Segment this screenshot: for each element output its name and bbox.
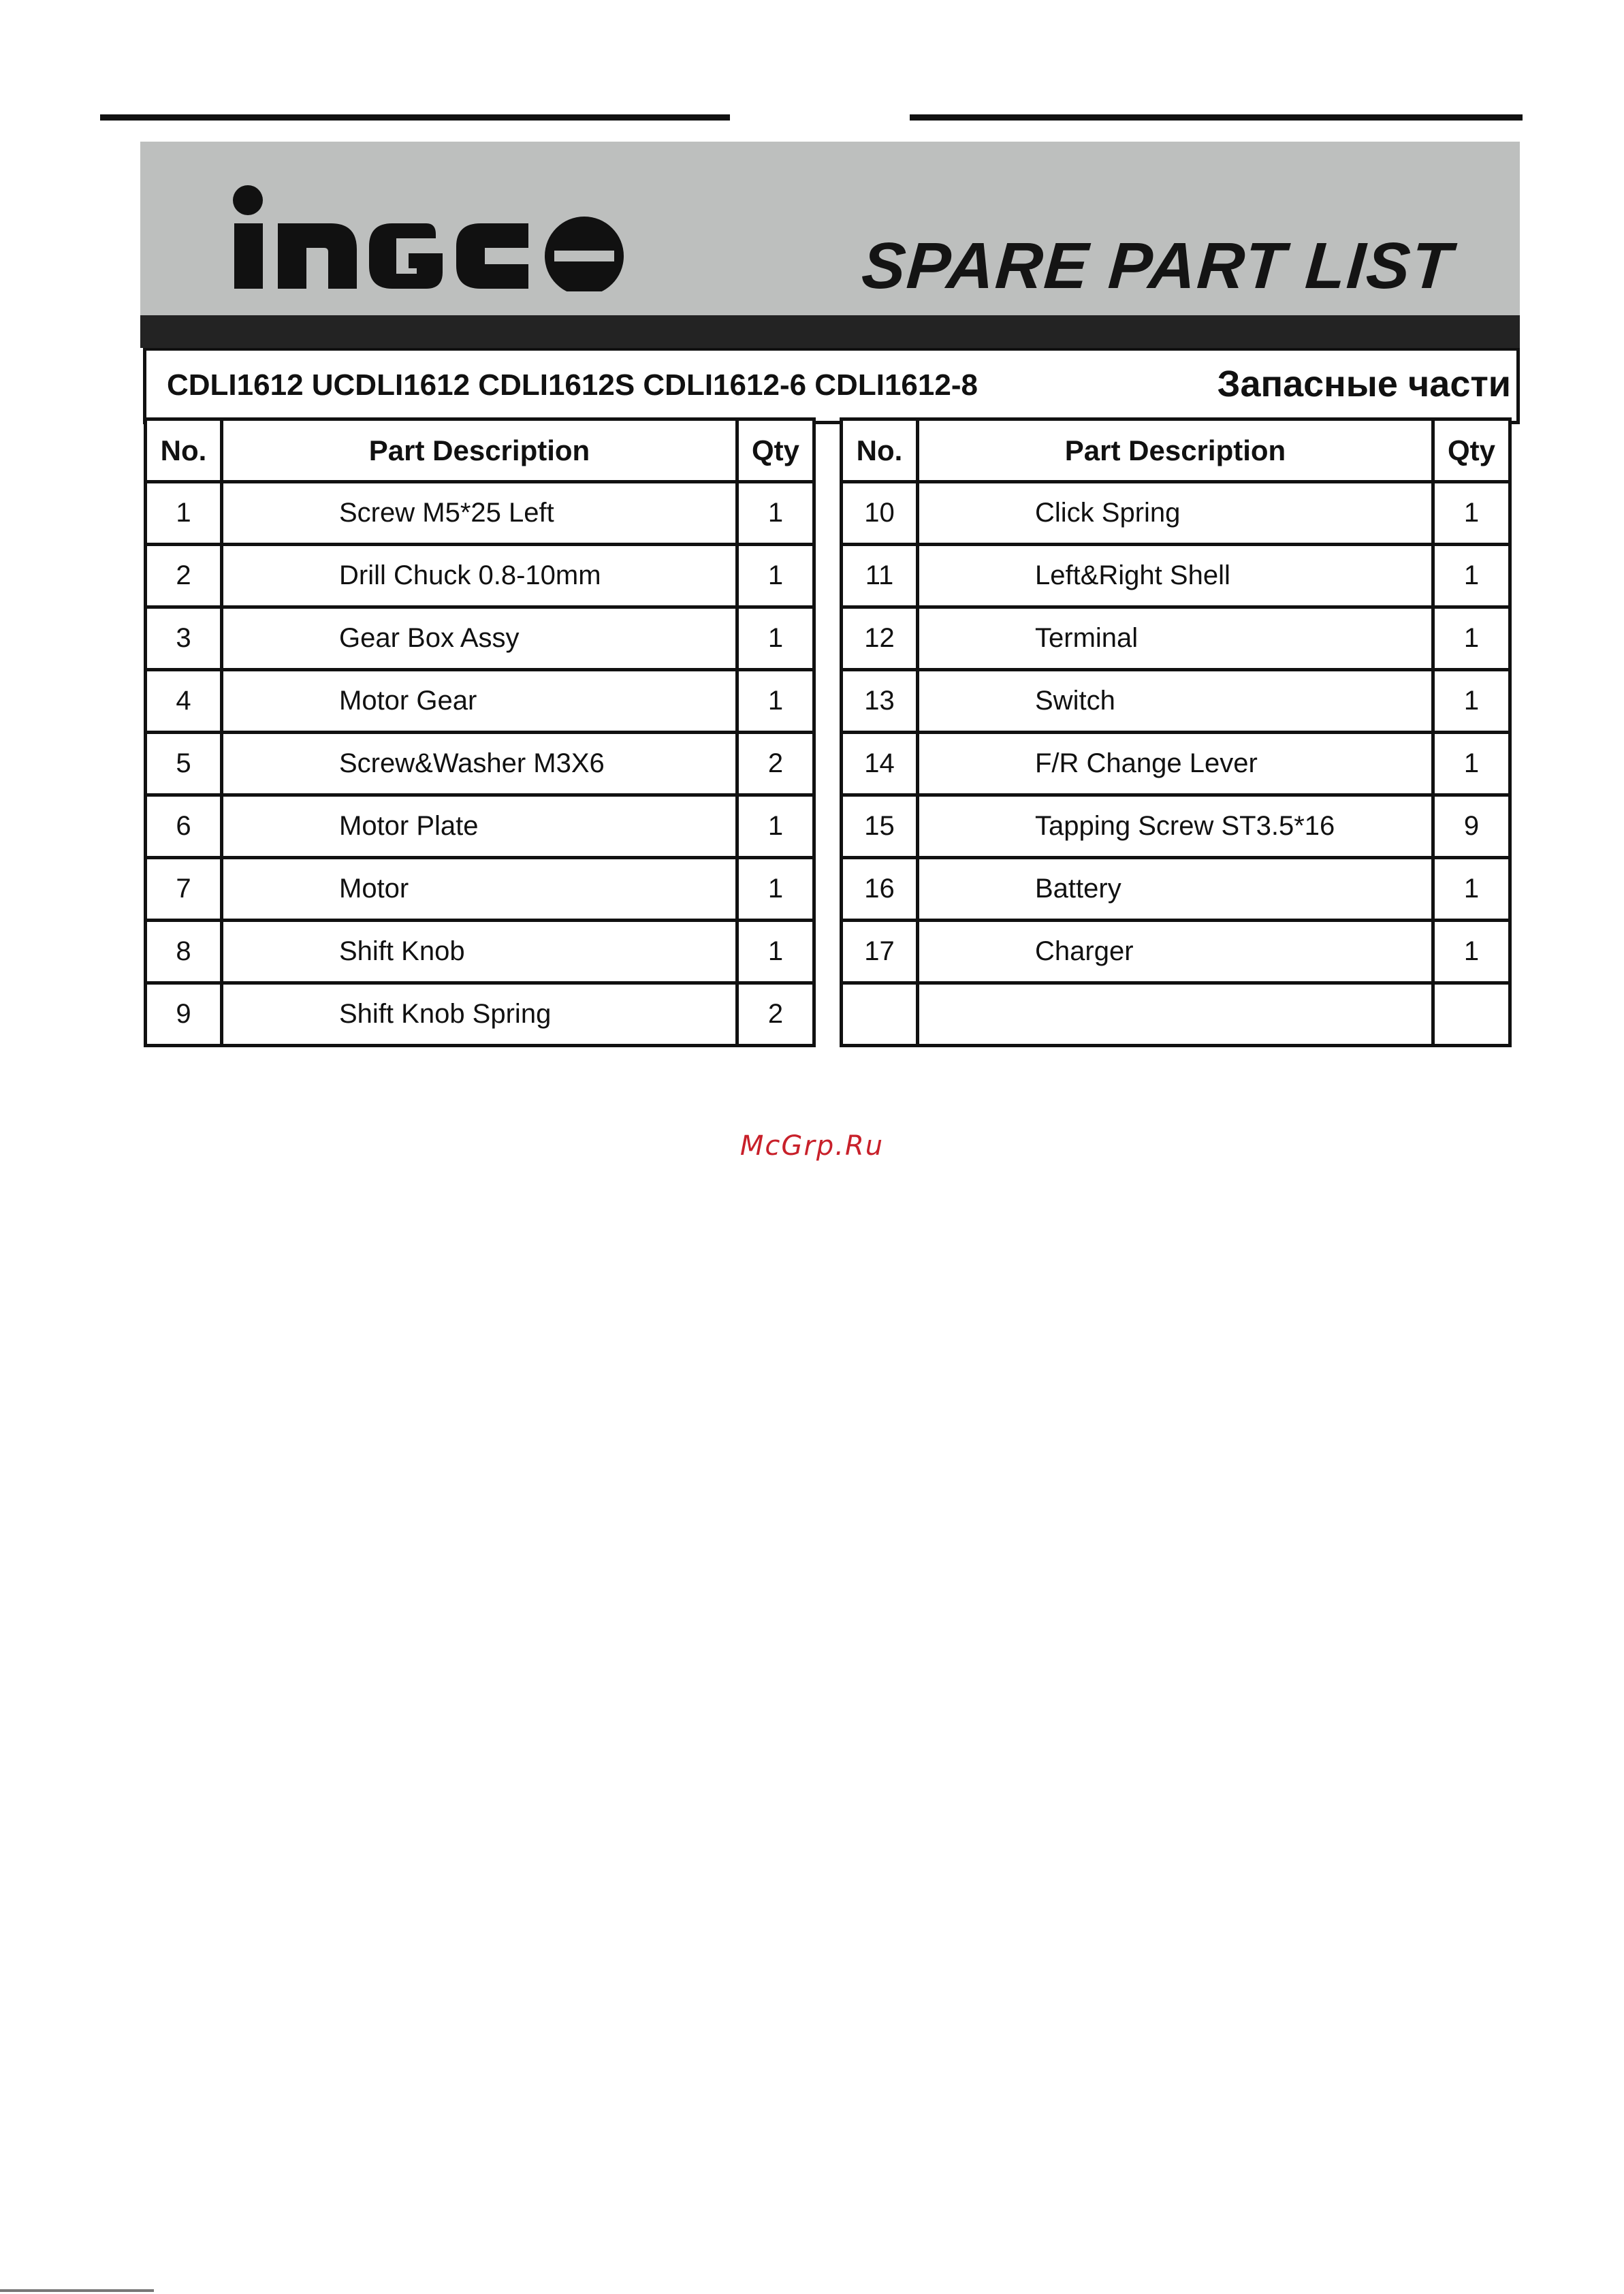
part-no: 15 [842, 795, 918, 858]
part-qty: 1 [1433, 545, 1510, 607]
table-row [842, 795, 1510, 858]
part-qty: 1 [737, 795, 814, 858]
table-row [146, 983, 814, 1046]
part-qty: 1 [737, 545, 814, 607]
table-row [842, 670, 1510, 733]
part-no: 13 [842, 670, 918, 733]
footer-rule [0, 2289, 154, 2292]
part-no: 7 [146, 858, 222, 921]
table-row [842, 482, 1510, 545]
part-no: 6 [146, 795, 222, 858]
part-qty: 1 [737, 670, 814, 733]
part-desc: Drill Chuck 0.8-10mm [339, 560, 601, 590]
part-qty: 1 [737, 858, 814, 921]
part-desc: Motor Gear [339, 686, 477, 716]
table-row [842, 858, 1510, 921]
part-no: 1 [146, 482, 222, 545]
part-desc: Left&Right Shell [1035, 560, 1230, 590]
part-desc: Terminal [1035, 623, 1139, 653]
part-qty: 1 [737, 482, 814, 545]
table-header-row [842, 419, 1510, 482]
part-desc: Shift Knob Spring [339, 999, 552, 1029]
part-no: 5 [146, 733, 222, 795]
part-desc: Screw&Washer M3X6 [339, 748, 605, 778]
table-row [146, 545, 814, 607]
ingco-logo [229, 184, 637, 291]
part-desc: Click Spring [1035, 498, 1181, 528]
table-header-row [146, 419, 814, 482]
table-row [842, 921, 1510, 983]
part-no: 3 [146, 607, 222, 670]
brand-text: INGCO [433, 211, 436, 212]
part-no: 4 [146, 670, 222, 733]
col-header-qty: Qty [737, 419, 814, 482]
part-qty: 2 [737, 983, 814, 1046]
part-qty: 1 [737, 921, 814, 983]
table-row [842, 545, 1510, 607]
table-row [146, 733, 814, 795]
models-bar [143, 348, 1520, 424]
part-desc: Gear Box Assy [339, 623, 520, 653]
header-banner [140, 142, 1520, 348]
part-no: 17 [842, 921, 918, 983]
part-no: 12 [842, 607, 918, 670]
part-desc: Shift Knob [339, 936, 465, 966]
part-qty: 1 [1433, 921, 1510, 983]
part-qty: 2 [737, 733, 814, 795]
part-desc: F/R Change Lever [1035, 748, 1258, 778]
top-rule-right [910, 114, 1523, 121]
part-desc: Motor Plate [339, 811, 479, 841]
table-row [842, 607, 1510, 670]
table-row [146, 795, 814, 858]
part-no: 11 [842, 545, 918, 607]
part-desc: Switch [1035, 686, 1115, 716]
table-row [146, 607, 814, 670]
col-header-qty: Qty [1433, 419, 1510, 482]
table-row [146, 921, 814, 983]
part-desc: Tapping Screw ST3.5*16 [1035, 811, 1335, 841]
part-no [842, 983, 918, 1046]
part-no: 14 [842, 733, 918, 795]
part-desc: Motor [339, 874, 409, 904]
table-row [842, 733, 1510, 795]
col-header-no: No. [842, 419, 918, 482]
part-qty: 1 [1433, 858, 1510, 921]
spare-part-list-title: SPARE PART LIST [859, 229, 1456, 302]
top-rule-left [100, 114, 730, 121]
table-row [146, 482, 814, 545]
part-no: 9 [146, 983, 222, 1046]
col-header-desc: Part Description [918, 419, 1433, 482]
parts-table-left [144, 417, 816, 1047]
part-qty: 1 [1433, 482, 1510, 545]
part-qty: 1 [1433, 733, 1510, 795]
part-desc: Screw M5*25 Left [339, 498, 554, 528]
part-qty: 9 [1433, 795, 1510, 858]
table-row [146, 670, 814, 733]
parts-table-right [840, 417, 1512, 1047]
table-row [146, 858, 814, 921]
part-qty [1433, 983, 1510, 1046]
part-no: 16 [842, 858, 918, 921]
part-no: 2 [146, 545, 222, 607]
part-qty: 1 [1433, 670, 1510, 733]
part-no: 10 [842, 482, 918, 545]
col-header-desc: Part Description [222, 419, 737, 482]
part-no: 8 [146, 921, 222, 983]
part-desc: Charger [1035, 936, 1134, 966]
part-qty: 1 [1433, 607, 1510, 670]
part-qty: 1 [737, 607, 814, 670]
col-header-no: No. [146, 419, 222, 482]
model-numbers: CDLI1612 UCDLI1612 CDLI1612S CDLI1612-6 CDLI1612-8 [167, 368, 978, 402]
part-desc: Battery [1035, 874, 1121, 904]
russian-title: Запасные части [1217, 364, 1511, 404]
table-row-empty [842, 983, 1510, 1046]
watermark: McGrp.Ru [739, 1130, 885, 1162]
